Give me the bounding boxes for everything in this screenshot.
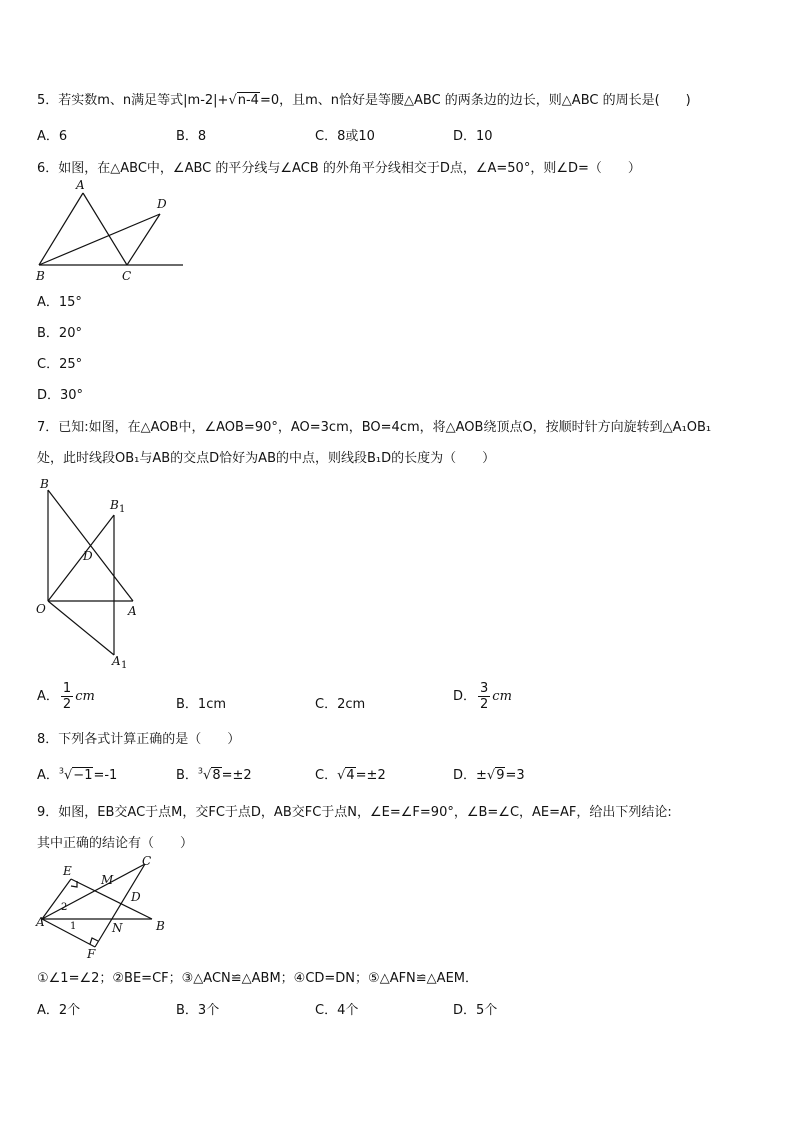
q7-option-a-fraction bbox=[61, 682, 73, 711]
q5-option-c: C．8或10 bbox=[315, 129, 375, 144]
q6-stem: 6．如图，在△ABC中，∠ABC 的平分线与∠ACB 的外角平分线相交于D点，∠A=50°，则∠D=（ ） bbox=[37, 161, 641, 176]
q8-option-a bbox=[37, 764, 117, 783]
q5-option-d: D．10 bbox=[453, 129, 493, 144]
q9-label-n: N bbox=[112, 921, 123, 935]
cbrt-symbol: √ bbox=[64, 768, 73, 783]
q7-figure bbox=[30, 474, 150, 674]
q9-figure bbox=[30, 852, 180, 962]
q7-stem-line2: 处，此时线段OB₁与AB的交点D恰好为AB的中点，则线段B₁D的长度为（ ） bbox=[37, 451, 496, 466]
q8-option-b bbox=[176, 764, 252, 783]
q7-label-a1-sub: 1 bbox=[121, 660, 128, 671]
q7-option-d-prefix: D． bbox=[453, 689, 477, 704]
q6-line-ab bbox=[39, 193, 83, 265]
cbrt-symbol: √ bbox=[203, 768, 212, 783]
q7-label-a: A bbox=[128, 604, 137, 618]
q7-label-b: B bbox=[40, 477, 49, 491]
q5-option-a: A．6 bbox=[37, 129, 68, 144]
q7-option-b: B．1cm bbox=[176, 697, 227, 712]
q8-option-a-radicand: −1 bbox=[73, 768, 93, 783]
q9-label-b: B bbox=[156, 919, 165, 933]
q9-line-ae bbox=[42, 879, 71, 919]
q6-line-ac bbox=[83, 193, 127, 265]
q9-option-c: C．4个 bbox=[315, 1003, 359, 1018]
q8-option-d-radicand: 9 bbox=[496, 768, 505, 783]
q7-option-a-prefix: A． bbox=[37, 689, 59, 704]
q7-label-d: D bbox=[83, 549, 93, 563]
q7-option-a-unit: cm bbox=[75, 689, 95, 704]
q8-option-b-index: 3 bbox=[197, 766, 204, 776]
q8-option-a-prefix: A． bbox=[37, 768, 59, 783]
q7-label-o: O bbox=[36, 602, 46, 616]
q8-option-c-prefix: C． bbox=[315, 768, 338, 783]
q8-option-d-prefix: D．± bbox=[453, 768, 487, 783]
q7-option-d-numerator: 3 bbox=[480, 681, 489, 696]
q6-option-b: B．20° bbox=[37, 326, 82, 341]
q9-line-af bbox=[42, 919, 95, 947]
q9-label-e: E bbox=[63, 864, 72, 878]
q7-option-d bbox=[453, 682, 512, 711]
q7-option-a bbox=[37, 682, 95, 711]
q9-option-b: B．3个 bbox=[176, 1003, 220, 1018]
q9-option-a: A．2个 bbox=[37, 1003, 81, 1018]
q8-option-a-rest: =-1 bbox=[93, 768, 118, 783]
q7-option-d-denominator: 2 bbox=[480, 697, 489, 712]
q9-label-f: F bbox=[87, 947, 96, 961]
q8-option-b-prefix: B． bbox=[176, 768, 198, 783]
q5-stem bbox=[37, 89, 691, 108]
q6-option-c: C．25° bbox=[37, 357, 83, 372]
q9-label-angle-2: 2 bbox=[61, 902, 68, 913]
q7-label-b1-sub: 1 bbox=[119, 504, 126, 515]
q7-label-b1: B bbox=[110, 498, 119, 512]
q6-line-bd bbox=[39, 214, 160, 265]
q7-option-a-denominator: 2 bbox=[62, 697, 72, 712]
q6-label-a: A bbox=[76, 178, 85, 192]
q9-option-d: D．5个 bbox=[453, 1003, 498, 1018]
q9-label-angle-1: 1 bbox=[70, 921, 77, 932]
q9-stem-line1: 9．如图，EB交AC于点M，交FC于点D，AB交FC于点N，∠E=∠F=90°，∠B=∠C，AE=AF，给出下列结论: bbox=[37, 805, 672, 820]
q8-option-c-radicand: 4 bbox=[346, 768, 355, 783]
q5-stem-b: =0，且m、n恰好是等腰△ABC 的两条边的边长，则△ABC 的周长是( ) bbox=[259, 93, 691, 108]
q9-label-d: D bbox=[131, 890, 141, 904]
q5-radical: n-4 bbox=[237, 93, 259, 108]
q8-option-c-rest: =±2 bbox=[355, 768, 386, 783]
q6-option-a: A．15° bbox=[37, 295, 82, 310]
q6-option-d: D．30° bbox=[37, 388, 84, 403]
q9-label-m: M bbox=[101, 873, 114, 887]
q5-option-b: B．8 bbox=[176, 129, 207, 144]
sqrt-symbol: √ bbox=[486, 768, 496, 783]
q8-option-c bbox=[315, 764, 386, 783]
sqrt-symbol: √ bbox=[228, 93, 237, 108]
q8-option-a-index: 3 bbox=[58, 766, 64, 776]
sqrt-symbol: √ bbox=[337, 768, 346, 783]
q9-label-a: A bbox=[36, 915, 45, 929]
q7-label-a1: A bbox=[112, 654, 121, 668]
q9-label-c: C bbox=[142, 854, 152, 868]
q7-line-ob1 bbox=[48, 515, 114, 601]
q9-line-ac bbox=[42, 864, 145, 919]
q7-option-c: C．2cm bbox=[315, 697, 366, 712]
q8-option-b-radicand: 8 bbox=[212, 768, 221, 783]
q6-line-cd bbox=[127, 214, 160, 265]
q6-label-b: B bbox=[36, 269, 45, 283]
q6-figure bbox=[30, 176, 190, 286]
q7-option-d-unit: cm bbox=[492, 689, 512, 704]
q7-line-oa1 bbox=[48, 601, 114, 655]
q8-stem: 8．下列各式计算正确的是（ ） bbox=[37, 732, 241, 747]
q7-option-a-numerator: 1 bbox=[62, 681, 72, 696]
q5-stem-a: 5．若实数m、n满足等式|m-2|+ bbox=[37, 93, 229, 108]
q6-label-d: D bbox=[157, 197, 167, 211]
q8-option-d-rest: =3 bbox=[505, 768, 525, 783]
q6-label-c: C bbox=[122, 269, 132, 283]
q7-stem-line1: 7．已知:如图，在△AOB中，∠AOB=90°，AO=3cm，BO=4cm，将△AOB绕顶点O，按顺时针方向旋转到△A₁OB₁ bbox=[37, 420, 712, 435]
q7-option-d-fraction bbox=[478, 682, 490, 711]
q8-option-d bbox=[453, 764, 525, 783]
q9-stem-line2: 其中正确的结论有（ ） bbox=[37, 836, 194, 851]
q8-option-b-rest: =±2 bbox=[221, 768, 252, 783]
q9-conclusions: ①∠1=∠2；②BE=CF；③△ACN≌△ABM；④CD=DN；⑤△AFN≌△AEM． bbox=[37, 971, 478, 986]
